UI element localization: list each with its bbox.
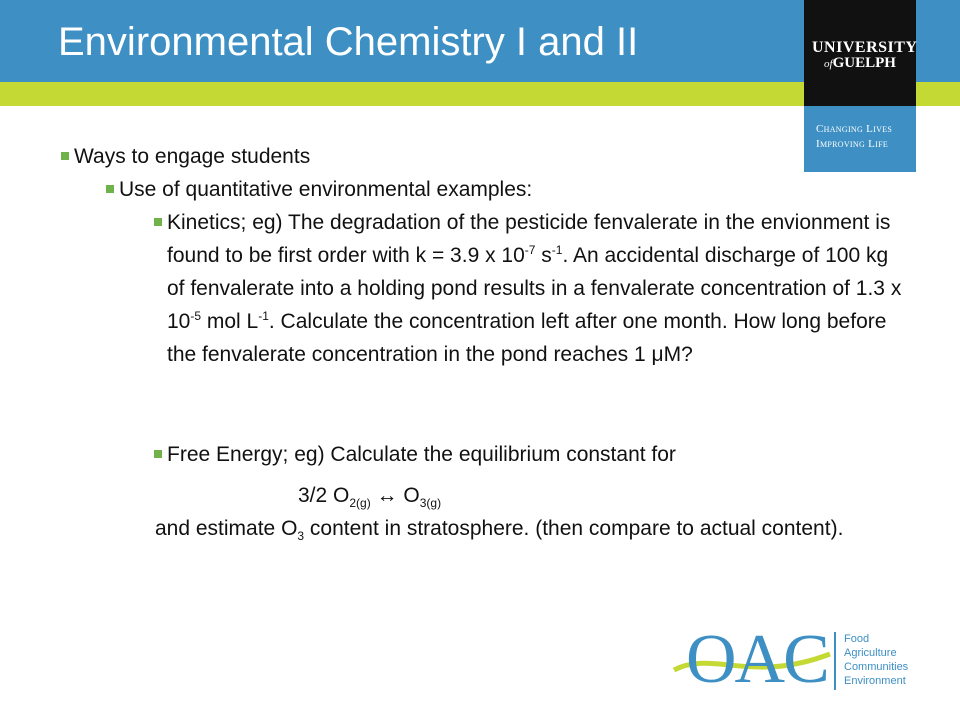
logo-guelph-text	[812, 56, 908, 71]
kinetics-part-5: . Calculate the concentration left after one month. How long before the fenvalerate concentration in the pond reaches 1 μM?	[167, 310, 887, 366]
bullet-text: Use of quantitative environmental examples:	[119, 178, 533, 201]
bullet-kinetics	[167, 206, 907, 371]
oac-words	[844, 632, 908, 688]
free-energy-text: Free Energy; eg) Calculate the equilibrium constant for	[167, 443, 676, 466]
kinetics-exp-1: -7	[524, 243, 536, 257]
oac-word: Food	[844, 633, 870, 645]
kinetics-exp-2: -1	[551, 243, 563, 257]
eq-arrow-product: ↔ O	[370, 484, 420, 507]
square-bullet-icon	[61, 152, 69, 160]
eq-product-state: 3(g)	[419, 496, 442, 511]
oac-word: Agriculture	[844, 647, 897, 659]
slide-title: Environmental Chemistry I and II	[58, 20, 639, 64]
logo-guelph-word: GUELPH	[832, 55, 896, 71]
oac-divider	[834, 632, 836, 690]
bullet-free-energy	[167, 438, 907, 471]
kinetics-part-2: s	[535, 244, 552, 267]
kinetics-text	[167, 211, 901, 366]
kinetics-part-1: Kinetics; eg) The degradation of the pesticide fenvalerate in the envionment is found to be first order with k = 3.9 x 10	[167, 211, 891, 267]
university-logo-panel	[804, 0, 916, 172]
university-logo	[804, 0, 916, 106]
bullet-level-2	[119, 173, 532, 206]
bullet-text: Ways to engage students	[74, 145, 311, 168]
tagline	[816, 122, 912, 152]
square-bullet-icon	[106, 185, 114, 193]
free-energy-continuation	[155, 512, 905, 545]
oac-letters: OAC	[686, 621, 828, 698]
kinetics-part-4: mol L	[201, 310, 259, 333]
oac-word: Environment	[844, 675, 906, 687]
cont-part-1: and estimate O	[155, 517, 298, 540]
logo-university-text: UNIVERSITY	[812, 39, 918, 56]
cont-part-2: content in stratosphere. (then compare to actual content).	[304, 517, 844, 540]
bullet-level-1	[74, 140, 310, 173]
eq-reactant-state: 2(g)	[349, 496, 371, 511]
oac-logo	[672, 620, 952, 700]
kinetics-exp-3: -5	[190, 309, 202, 323]
eq-reactant: 3/2 O	[298, 484, 350, 507]
reaction-equation	[298, 479, 441, 512]
square-bullet-icon	[154, 450, 162, 458]
tagline-line-2: Improving Life	[816, 138, 889, 150]
kinetics-part-3: . An accidental discharge of 100 kg of fenvalerate into a holding pond results in a fenvalerate concentration of 1.3 x 10	[167, 244, 902, 333]
kinetics-exp-4: -1	[258, 309, 269, 323]
logo-of-text: of	[824, 58, 833, 70]
tagline-line-1: Changing Lives	[816, 123, 893, 135]
oac-word: Communities	[844, 661, 909, 673]
cont-subscript: 3	[297, 529, 305, 544]
square-bullet-icon	[154, 218, 162, 226]
